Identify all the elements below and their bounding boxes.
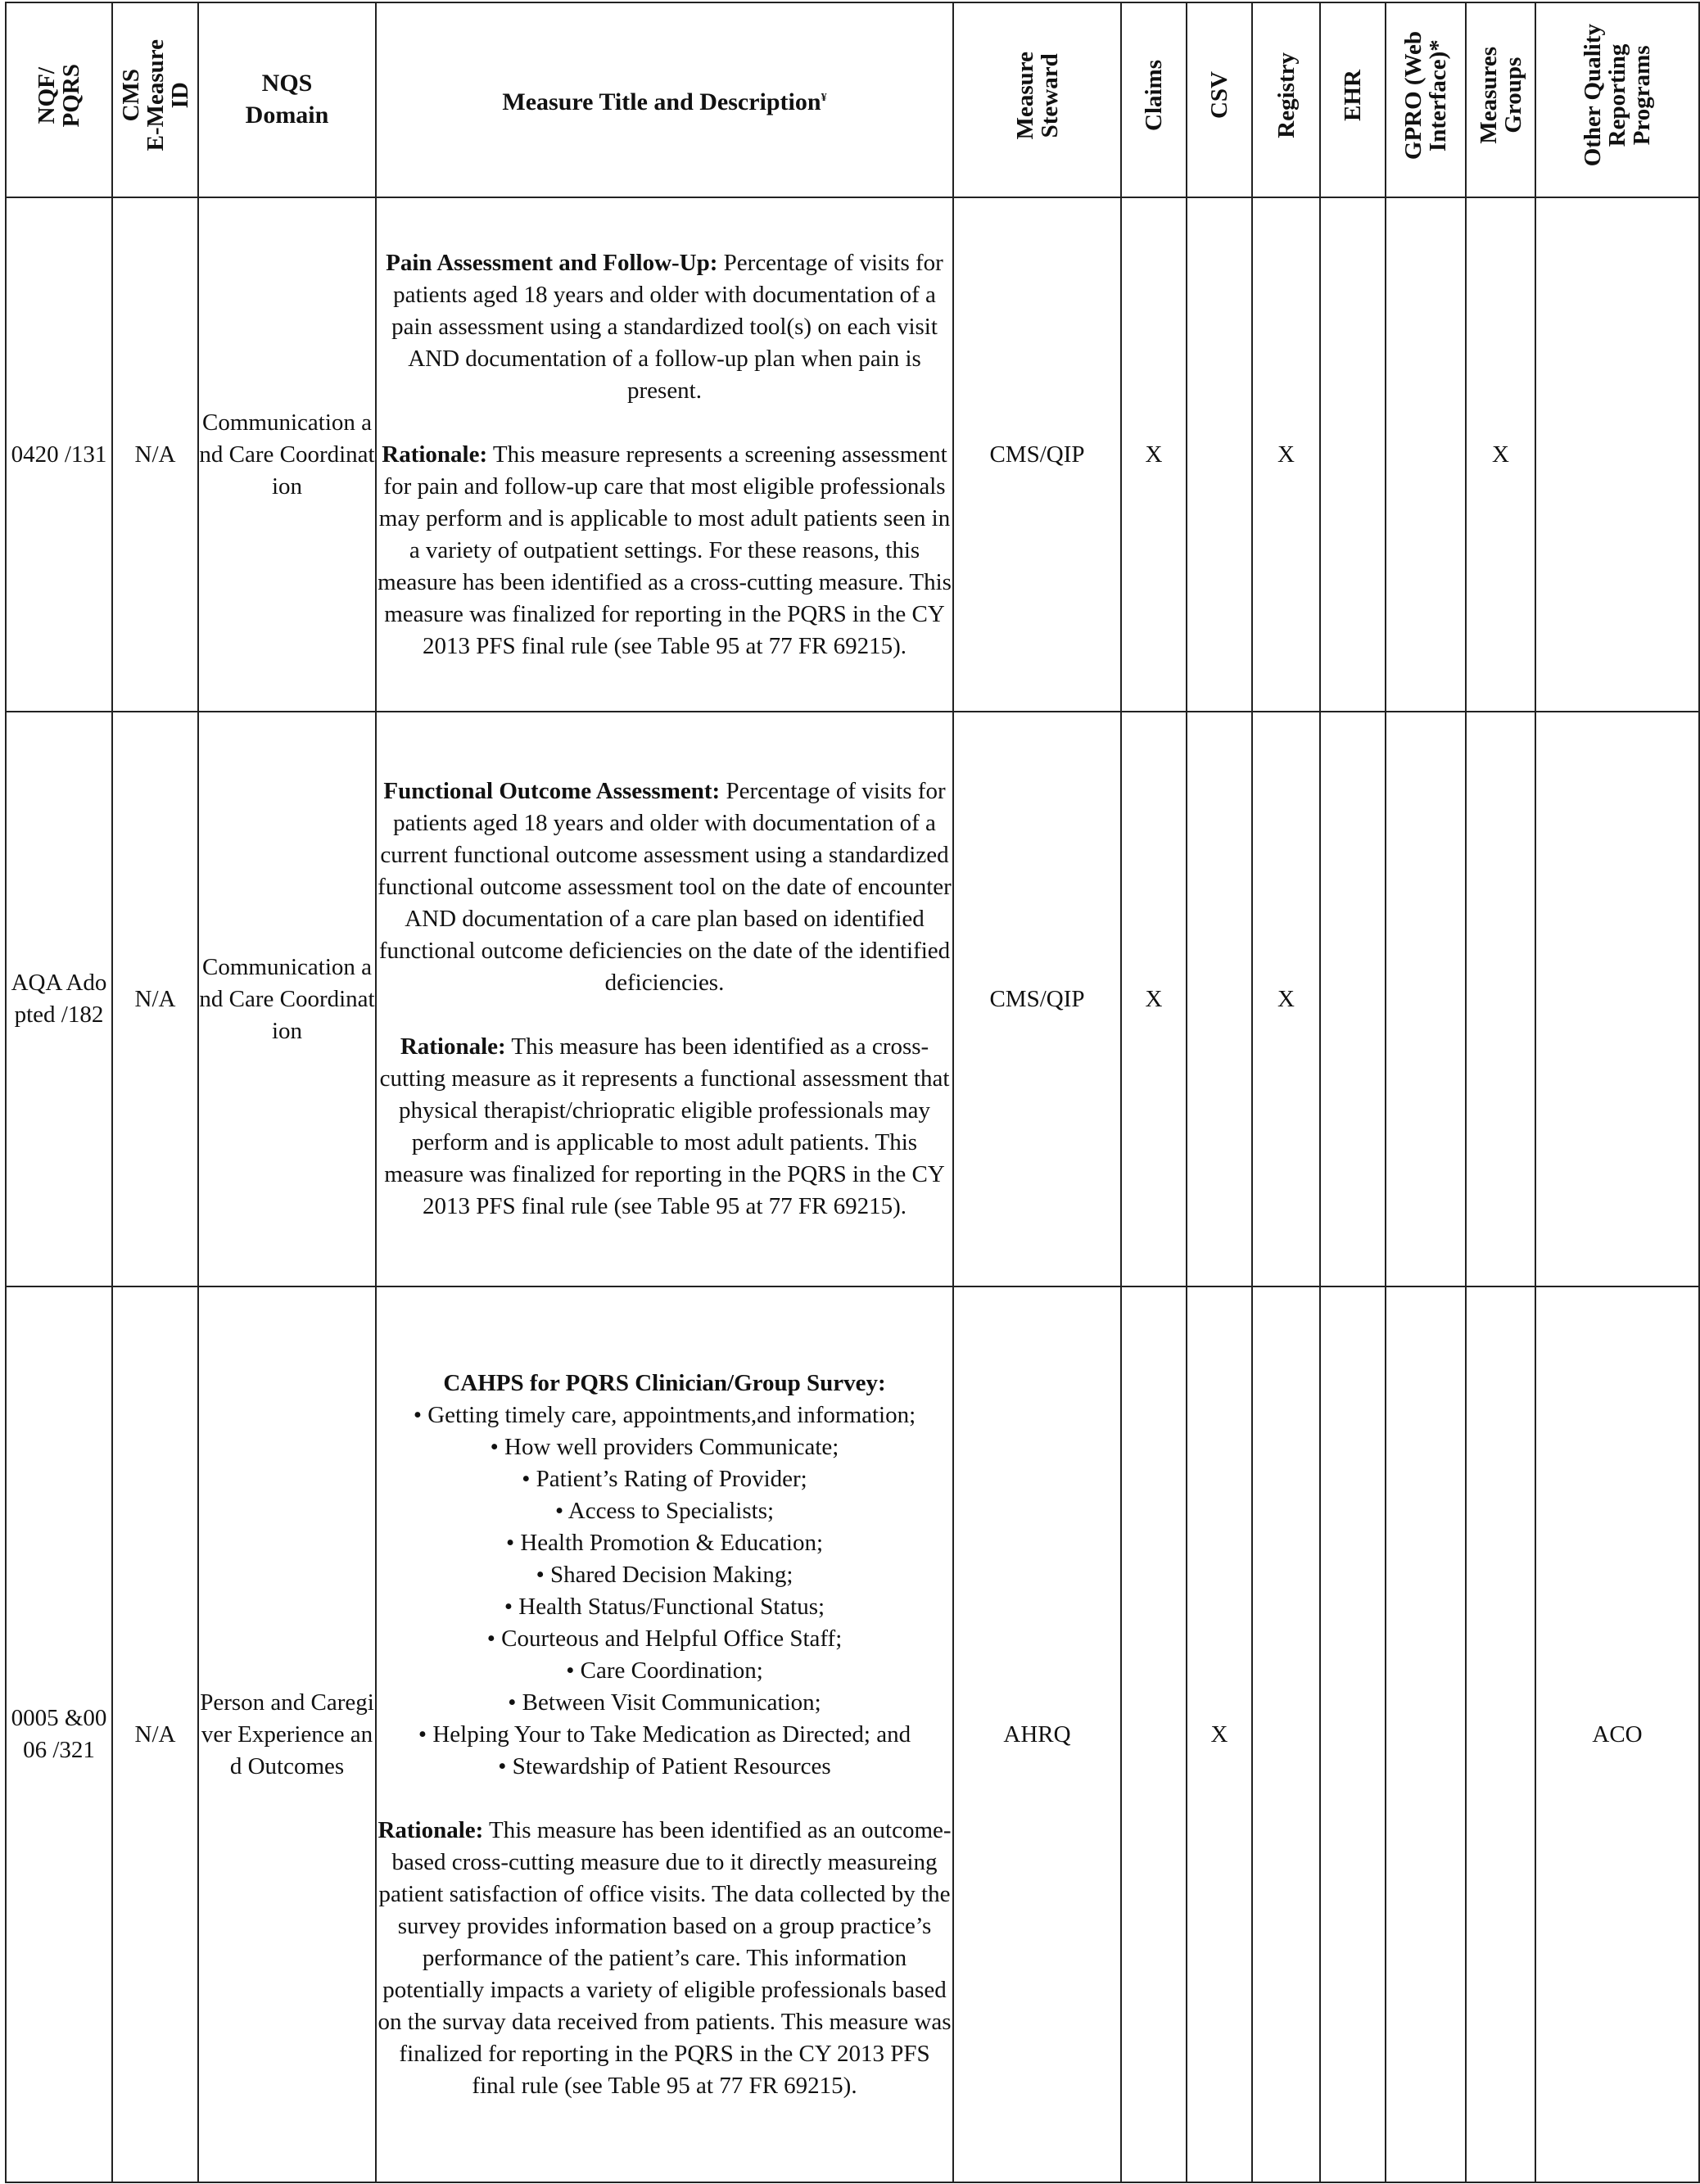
table-row — [6, 712, 1699, 1286]
survey-bullet: • Between Visit Communication; — [508, 1689, 821, 1716]
header-claims: Claims — [1121, 2, 1187, 197]
registry-mark: X — [1252, 197, 1320, 712]
cms-id-cell: N/A — [112, 712, 198, 1286]
steward-cell: CMS/QIP — [953, 712, 1121, 1286]
gpro-mark — [1386, 1286, 1466, 2182]
quality-measures-table — [5, 2, 1700, 2183]
header-csv: CSV — [1187, 2, 1252, 197]
other-programs-cell — [1535, 712, 1699, 1286]
measure-title: CAHPS for PQRS Clinician/Group Survey: — [443, 1369, 886, 1396]
table-row — [6, 197, 1699, 712]
rationale-text: This measure has been identified as an outcome-based cross-cutting measure due to it directly measureing patient satisfaction of office visits. The data collected by the survey provides information based on a group practice’s performance of the patient’s care. This information potentially impacts a variety of eligible professionals based on the survay data received from patients. This measure was finalized for reporting in the PQRS in the CY 2013 PFS final rule (see Table 95 at 77 FR 69215). — [378, 1816, 952, 2099]
survey-bullet: • Getting timely care, appointments,and information; — [413, 1401, 916, 1428]
gpro-mark — [1386, 197, 1466, 712]
csv-mark — [1187, 197, 1252, 712]
other-programs-cell: ACO — [1535, 1286, 1699, 2182]
csv-mark — [1187, 712, 1252, 1286]
domain-cell: Communication and Care Coordination — [198, 197, 376, 712]
ehr-mark — [1320, 197, 1386, 712]
header-nqs-domain: NQS Domain — [198, 2, 376, 197]
header-measure-title: Measure Title and Description¥ — [376, 2, 953, 197]
claims-mark — [1121, 1286, 1187, 2182]
description-cell — [376, 197, 953, 712]
registry-mark — [1252, 1286, 1320, 2182]
measures-groups-mark — [1466, 1286, 1535, 2182]
other-programs-cell — [1535, 197, 1699, 712]
nqf-pqrs-cell: 0420 /131 — [6, 197, 112, 712]
cms-id-cell: N/A — [112, 197, 198, 712]
header-cms-emeasure-id: CMS E-Measure ID — [112, 2, 198, 197]
registry-mark: X — [1252, 712, 1320, 1286]
header-measures-groups: Measures Groups — [1466, 2, 1535, 197]
rationale-label: Rationale: — [382, 441, 488, 468]
domain-cell: Person and Caregiver Experience and Outcomes — [198, 1286, 376, 2182]
csv-mark: X — [1187, 1286, 1252, 2182]
survey-bullet: • Patient’s Rating of Provider; — [522, 1465, 807, 1492]
ehr-mark — [1320, 1286, 1386, 2182]
survey-bullet: • Care Coordination; — [566, 1657, 763, 1684]
header-nqf-pqrs: NQF/ PQRS — [6, 2, 112, 197]
measures-groups-mark: X — [1466, 197, 1535, 712]
survey-bullet: • How well providers Communicate; — [490, 1433, 839, 1460]
measure-description: Percentage of visits for patients aged 18 years and older with documentation of a pain assessment using a standardized tool(s) on each visit AND documentation of a follow-up plan when pain is present. — [391, 249, 943, 404]
nqf-pqrs-cell: 0005 &0006 /321 — [6, 1286, 112, 2182]
header-other-programs: Other Quality Reporting Programs — [1535, 2, 1699, 197]
claims-mark: X — [1121, 712, 1187, 1286]
rationale-label: Rationale: — [400, 1033, 506, 1060]
measure-title: Pain Assessment and Follow-Up: — [386, 249, 718, 276]
header-row — [6, 2, 1699, 197]
header-registry: Registry — [1252, 2, 1320, 197]
survey-bullet: • Courteous and Helpful Office Staff; — [486, 1625, 843, 1652]
steward-cell: CMS/QIP — [953, 197, 1121, 712]
survey-bullet: • Access to Specialists; — [554, 1497, 775, 1524]
header-ehr: EHR — [1320, 2, 1386, 197]
survey-bullet: • Health Promotion & Education; — [505, 1529, 824, 1556]
domain-cell: Communication and Care Coordination — [198, 712, 376, 1286]
survey-bullet: • Health Status/Functional Status; — [504, 1593, 825, 1620]
claims-mark: X — [1121, 197, 1187, 712]
description-cell — [376, 712, 953, 1286]
measure-description: Percentage of visits for patients aged 18 years and older with documentation of a current functional outcome assessment using a standardized functional outcome assessment tool on the date of encounter AND documentation of a care plan based on identified functional outcome deficiencies on the date of the identified deficiencies. — [378, 778, 952, 996]
rationale-text: This measure represents a screening assessment for pain and follow-up care that most eligible professionals may perform and is applicable to most adult patients seen in a variety of outpatient settings. For these reasons, this measure has been identified as a cross-cutting measure. This measure was finalized for reporting in the PQRS in the CY 2013 PFS final rule (see Table 95 at 77 FR 69215). — [378, 441, 952, 659]
survey-bullet: • Shared Decision Making; — [536, 1561, 793, 1588]
survey-bullet: • Helping Your to Take Medication as Directed; and — [418, 1721, 911, 1748]
cms-id-cell: N/A — [112, 1286, 198, 2182]
steward-cell: AHRQ — [953, 1286, 1121, 2182]
ehr-mark — [1320, 712, 1386, 1286]
gpro-mark — [1386, 712, 1466, 1286]
rationale-text: This measure has been identified as a cross-cutting measure as it represents a functional assessment that physical therapist/chriopratic eligible professionals may perform and is applicable to most adult patients. This measure was finalized for reporting in the PQRS in the CY 2013 PFS final rule (see Table 95 at 77 FR 69215). — [379, 1033, 950, 1219]
survey-bullet: • Stewardship of Patient Resources — [498, 1752, 831, 1779]
header-gpro: GPRO (Web Interface)* — [1386, 2, 1466, 197]
measures-groups-mark — [1466, 712, 1535, 1286]
nqf-pqrs-cell: AQA Adopted /182 — [6, 712, 112, 1286]
description-cell — [376, 1286, 953, 2182]
rationale-label: Rationale: — [378, 1816, 484, 1843]
header-measure-steward: Measure Steward — [953, 2, 1121, 197]
measure-title: Functional Outcome Assessment: — [383, 778, 721, 804]
table-row — [6, 1286, 1699, 2182]
